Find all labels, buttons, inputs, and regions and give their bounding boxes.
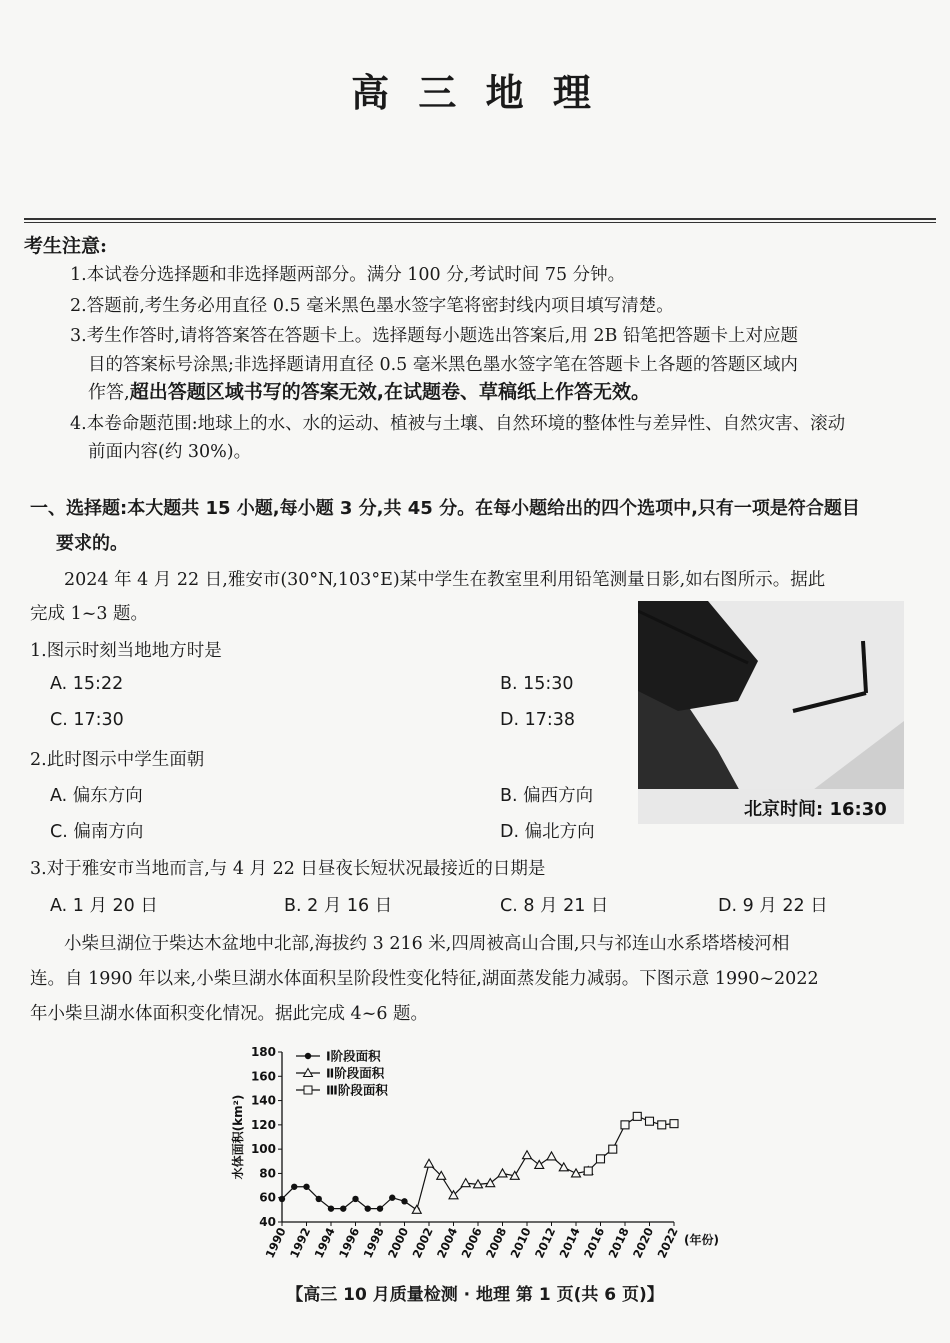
data-point [609,1145,617,1153]
x-tick-label: 1996 [336,1225,363,1261]
x-tick-label: 2022 [654,1225,681,1261]
x-axis-label: (年份) [684,1233,719,1247]
data-point [291,1184,297,1190]
data-point [377,1205,383,1211]
data-point [352,1196,358,1202]
data-point [547,1152,556,1160]
x-tick-label: 2006 [458,1225,485,1261]
y-tick-label: 40 [259,1215,276,1229]
x-tick-label: 1994 [311,1225,338,1261]
data-point [535,1160,544,1168]
legend-label: Ⅲ阶段面积 [326,1082,388,1098]
option-b: B. 15:30 [500,674,574,694]
data-point [584,1167,592,1175]
option-b: B. 偏西方向 [500,786,594,806]
data-point [425,1159,434,1167]
y-tick-label: 160 [250,1069,276,1084]
data-point [486,1179,495,1187]
x-tick-label: 2020 [630,1225,657,1261]
notice-emphasis: 超出答题区域书写的答案无效,在试题卷、草稿纸上作答无效。 [129,381,650,403]
lake-area-chart [230,1040,730,1270]
data-point [523,1151,532,1159]
notice-line: 目的答案标号涂黑;非选择题请用直径 0.5 毫米黑色墨水签字笔在答题卡上各题的答题区域内 [88,355,798,375]
data-point [279,1196,285,1202]
photo-illustration [638,601,904,824]
passage-text: 连。自 1990 年以来,小柴旦湖水体面积呈阶段性变化特征,湖面蒸发能力减弱。下图示意 1990~2022 [30,969,819,989]
x-tick-label: 2008 [483,1225,510,1261]
question-stem: 3.对于雅安市当地而言,与 4 月 22 日昼夜长短状况最接近的日期是 [30,859,546,879]
data-point [340,1205,346,1211]
data-point [389,1195,395,1201]
notice-line: 1.本试卷分选择题和非选择题两部分。满分 100 分,考试时间 75 分钟。 [70,265,626,285]
data-point [365,1205,371,1211]
data-point [303,1184,309,1190]
option-d: D. 9 月 22 日 [718,896,828,916]
passage-text: 2024 年 4 月 22 日,雅安市(30°N,103°E)某中学生在教室里利用铅笔测量日影,如右图所示。据此 [64,570,826,590]
data-point [646,1117,654,1125]
x-tick-label: 1992 [287,1225,314,1261]
option-c: C. 17:30 [50,710,124,730]
notice-line [88,377,650,404]
data-point [316,1196,322,1202]
photo-caption: 北京时间: 16:30 [744,799,887,820]
section-heading: 一、选择题:本大题共 15 小题,每小题 3 分,共 45 分。在每小题给出的四个选项中,只有一项是符合题目 [30,498,860,519]
series-line [417,1155,589,1210]
x-tick-label: 2004 [434,1225,461,1261]
y-tick-label: 60 [259,1190,276,1205]
page-title: 高 三 地 理 [351,70,599,115]
x-tick-label: 2014 [556,1225,583,1261]
option-d: D. 偏北方向 [500,822,595,842]
section-heading: 要求的。 [56,533,128,554]
y-tick-label: 120 [250,1117,276,1132]
notice-line: 2.答题前,考生务必用直径 0.5 毫米黑色墨水签字笔将密封线内项目填写清楚。 [70,296,674,316]
data-point [498,1169,507,1177]
notice-line-text: 作答, [88,382,130,403]
x-tick-label: 2010 [507,1225,534,1261]
x-tick-label: 1998 [360,1225,387,1261]
pencil-shadow-photo [638,601,904,824]
legend-marker [304,1086,312,1094]
option-a: A. 15:22 [50,674,124,694]
passage-text: 年小柴旦湖水体面积变化情况。据此完成 4~6 题。 [30,1004,429,1024]
option-a: A. 1 月 20 日 [50,896,158,916]
question-stem: 2.此时图示中学生面朝 [30,750,205,770]
option-c: C. 8 月 21 日 [500,896,609,916]
option-a: A. 偏东方向 [50,786,143,806]
notice-line: 前面内容(约 30%)。 [88,442,252,462]
x-tick-label: 2016 [581,1225,608,1261]
x-tick-label: 2018 [605,1225,632,1261]
divider [24,218,936,220]
legend-label: Ⅱ阶段面积 [326,1065,385,1081]
data-point [633,1112,641,1120]
notice-line: 4.本卷命题范围:地球上的水、水的运动、植被与土壤、自然环境的整体性与差异性、自然灾害、滚动 [70,414,846,434]
y-tick-label: 80 [259,1166,276,1181]
option-c: C. 偏南方向 [50,822,144,842]
page-footer: 【高三 10 月质量检测 · 地理 第 1 页(共 6 页)】 [286,1285,664,1305]
divider [24,222,936,223]
notice-line: 3.考生作答时,请将答案答在答题卡上。选择题每小题选出答案后,用 2B 铅笔把答题卡上对应题 [70,326,798,346]
x-tick-label: 1990 [262,1225,289,1261]
legend-marker [305,1053,311,1059]
passage-text: 小柴旦湖位于柴达木盆地中北部,海拔约 3 216 米,四周被高山合围,只与祁连山水系塔塔棱河相 [64,934,790,954]
x-tick-label: 2000 [385,1225,412,1261]
question-stem: 1.图示时刻当地地方时是 [30,641,222,661]
x-tick-label: 2002 [409,1225,436,1261]
legend-label: Ⅰ阶段面积 [326,1048,381,1064]
notice-heading: 考生注意: [24,235,108,257]
data-point [597,1155,605,1163]
x-tick-label: 2012 [532,1225,559,1261]
data-point [658,1121,666,1129]
data-point [461,1179,470,1187]
option-d: D. 17:38 [500,710,576,730]
y-tick-label: 100 [250,1142,276,1157]
data-point [401,1198,407,1204]
y-tick-label: 180 [250,1045,276,1059]
y-tick-label: 140 [250,1093,276,1108]
y-axis-label: 水体面积(km²) [231,1094,245,1180]
series-line [282,1187,417,1210]
data-point [670,1120,678,1128]
passage-text: 完成 1~3 题。 [30,604,149,624]
data-point [621,1121,629,1129]
option-b: B. 2 月 16 日 [284,896,393,916]
data-point [328,1205,334,1211]
